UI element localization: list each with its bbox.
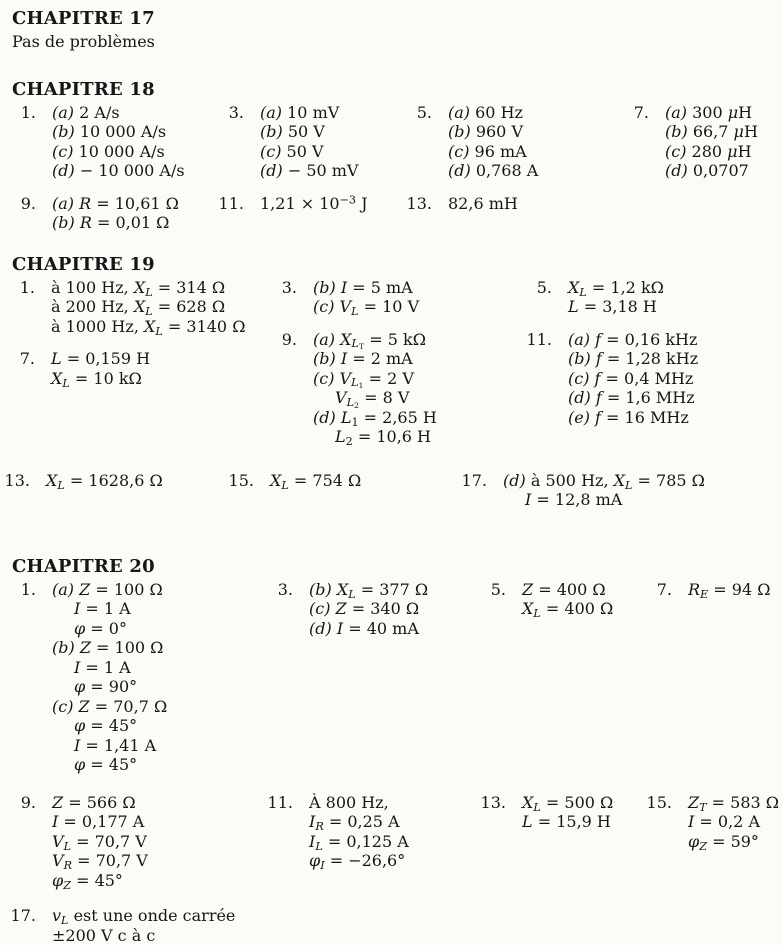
- answer-line: (b) 66,7 μH: [665, 122, 758, 142]
- item-number: 13.: [476, 793, 506, 813]
- answer-line: Z = 566 Ω: [52, 793, 263, 813]
- answer-item: [642, 580, 771, 600]
- answer-line: (b) 960 V: [448, 122, 619, 142]
- answer-line: (c) $V_L = 10$ V: [313, 297, 522, 317]
- answer-line: (a) R = 10,61 Ω: [52, 194, 214, 214]
- answer-line: $V_{L_2} = 8$ V: [313, 388, 522, 408]
- answer-line: L = 15,9 H: [522, 812, 642, 832]
- answer-column: [642, 793, 779, 852]
- answer-column: [0, 471, 224, 491]
- answer-item: [476, 793, 642, 832]
- answer-column: [6, 906, 263, 945]
- answer-line: $L_2 = 10,6$ H: [313, 427, 522, 447]
- item-lines: [260, 194, 402, 214]
- answer-line: (c) 280 μH: [665, 142, 758, 162]
- answer-item: [619, 103, 758, 181]
- answer-row: [0, 471, 782, 510]
- answer-item: [214, 103, 402, 181]
- answer-line: (b) 10 000 A/s: [52, 122, 214, 142]
- answer-line: $X_L = 10$ kΩ: [51, 369, 267, 389]
- item-number: 5.: [402, 103, 432, 123]
- answer-item: [0, 471, 224, 491]
- answer-line: (b) I = 5 mA: [313, 278, 522, 298]
- answer-line: à 100 Hz, $X_L = 314$ Ω: [51, 278, 267, 298]
- item-lines: [313, 278, 522, 317]
- answer-line: I = 1,41 A: [52, 736, 263, 756]
- answer-line: (d) à 500 Hz, $X_L = 785$ Ω: [503, 471, 705, 491]
- answer-line: $X_L = 1628,6$ Ω: [46, 471, 224, 491]
- answer-item: [6, 103, 214, 181]
- answer-item: [5, 278, 267, 337]
- item-number: 17.: [6, 906, 36, 926]
- item-lines: [665, 103, 758, 181]
- answer-line: I = 0,177 A: [52, 812, 263, 832]
- answer-row: [0, 278, 782, 447]
- answer-item: [6, 906, 263, 945]
- answer-line: $X_L = 500$ Ω: [522, 793, 642, 813]
- item-number: 5.: [522, 278, 552, 298]
- chapter-title: CHAPITRE 19: [12, 254, 782, 276]
- answer-line: $I_R = 0,25$ A: [309, 812, 476, 832]
- item-lines: [568, 330, 698, 428]
- answer-line: $I_L = 0,125$ A: [309, 832, 476, 852]
- answer-line: à 200 Hz, $X_L = 628$ Ω: [51, 297, 267, 317]
- item-number: 1.: [6, 103, 36, 123]
- item-number: 9.: [6, 793, 36, 813]
- item-lines: [52, 194, 214, 233]
- answer-item: [522, 278, 698, 317]
- answer-column: [642, 580, 771, 600]
- answer-item: [5, 349, 267, 388]
- answer-line: $v_L$ est une onde carrée: [52, 906, 263, 926]
- answer-column: [214, 103, 402, 181]
- answer-line: (c) 50 V: [260, 142, 402, 162]
- answer-line: (d) I = 40 mA: [309, 619, 476, 639]
- answer-line: 82,6 mH: [448, 194, 619, 214]
- item-lines: [309, 793, 476, 871]
- answer-line: $X_L = 400$ Ω: [522, 599, 642, 619]
- item-lines: [522, 580, 642, 619]
- answer-line: $Z_T = 583$ Ω: [688, 793, 779, 813]
- answer-column: [5, 278, 267, 389]
- answer-item: [6, 580, 263, 775]
- answer-column: [6, 194, 214, 233]
- item-number: 3.: [267, 278, 297, 298]
- answer-line: ±200 V c à c: [52, 926, 263, 945]
- item-lines: [313, 330, 522, 447]
- item-number: 13.: [0, 471, 30, 491]
- answer-line: $X_L = 1,2$ kΩ: [568, 278, 698, 298]
- item-lines: [52, 580, 263, 775]
- answer-line: (d) $L_1 = 2,65$ H: [313, 408, 522, 428]
- answer-line: I = 1 A: [52, 658, 263, 678]
- answer-item: [642, 793, 779, 852]
- item-lines: [52, 103, 214, 181]
- answer-column: [402, 194, 619, 214]
- answer-line: φ = 0°: [52, 619, 263, 639]
- answer-line: (d) − 10 000 A/s: [52, 161, 214, 181]
- answer-line: (a) Z = 100 Ω: [52, 580, 263, 600]
- chapters: [0, 8, 782, 945]
- chapter-note: Pas de problèmes: [12, 32, 782, 52]
- answer-column: [402, 103, 619, 181]
- answer-column: [224, 471, 457, 491]
- answer-line: (c) $V_{L_1} = 2$ V: [313, 369, 522, 389]
- chapter-ch19: [0, 254, 782, 510]
- answer-column: [6, 793, 263, 891]
- item-lines: [46, 471, 224, 491]
- answer-line: $V_R = 70,7$ V: [52, 851, 263, 871]
- answer-item: [6, 793, 263, 891]
- item-number: 1.: [5, 278, 35, 298]
- answer-line: $\varphi_I = -26,6^\circ$: [309, 851, 476, 871]
- answer-row: [0, 906, 782, 945]
- answer-row: [0, 194, 782, 233]
- answer-row: [0, 103, 782, 181]
- answer-item: [263, 793, 476, 871]
- answer-line: (a) 300 μH: [665, 103, 758, 123]
- answer-line: φ = 45°: [52, 755, 263, 775]
- answer-item: [457, 471, 705, 510]
- answer-line: (a) 2 A/s: [52, 103, 214, 123]
- item-number: 9.: [6, 194, 36, 214]
- answer-line: (e) f = 16 MHz: [568, 408, 698, 428]
- item-number: 13.: [402, 194, 432, 214]
- answer-line: (b) 50 V: [260, 122, 402, 142]
- answer-line: L = 0,159 H: [51, 349, 267, 369]
- answer-line: (a) f = 0,16 kHz: [568, 330, 698, 350]
- item-lines: [270, 471, 457, 491]
- chapter-title: CHAPITRE 18: [12, 79, 782, 101]
- answer-item: [476, 580, 642, 619]
- answer-line: à 1000 Hz, $X_L = 3140$ Ω: [51, 317, 267, 337]
- answer-line: (b) $X_L = 377$ Ω: [309, 580, 476, 600]
- item-number: 11.: [263, 793, 293, 813]
- answer-row: [0, 793, 782, 891]
- item-lines: [309, 580, 476, 639]
- answer-line: (d) 0,0707: [665, 161, 758, 181]
- answer-line: I = 0,2 A: [688, 812, 779, 832]
- answer-line: À 800 Hz,: [309, 793, 476, 813]
- answer-row: [0, 580, 782, 775]
- answer-item: [267, 330, 522, 447]
- item-lines: [51, 278, 267, 337]
- answer-line: (d) 0,768 A: [448, 161, 619, 181]
- answer-column: [522, 278, 698, 428]
- item-lines: [51, 349, 267, 388]
- answer-line: φ = 90°: [52, 677, 263, 697]
- answer-line: (a) 60 Hz: [448, 103, 619, 123]
- chapter-title: CHAPITRE 20: [12, 556, 782, 578]
- answer-line: (b) Z = 100 Ω: [52, 638, 263, 658]
- answer-column: [476, 580, 642, 619]
- chapter-title: CHAPITRE 17: [12, 8, 782, 30]
- item-number: 3.: [214, 103, 244, 123]
- answer-item: [224, 471, 457, 491]
- answer-line: (c) 10 000 A/s: [52, 142, 214, 162]
- answer-line: $\varphi_Z = 45^\circ$: [52, 871, 263, 891]
- answer-line: (b) f = 1,28 kHz: [568, 349, 698, 369]
- answer-line: (b) I = 2 mA: [313, 349, 522, 369]
- answer-column: [6, 580, 263, 775]
- chapter-ch18: [0, 79, 782, 233]
- answer-line: $1,21 \times 10^{-3}$ J: [260, 194, 402, 214]
- answer-line: $\varphi_Z = 59^\circ$: [688, 832, 779, 852]
- answer-column: [263, 793, 476, 871]
- item-lines: [52, 793, 263, 891]
- item-number: 7.: [5, 349, 35, 369]
- item-lines: [522, 793, 642, 832]
- answer-line: (c) Z = 340 Ω: [309, 599, 476, 619]
- answer-line: I = 12,8 mA: [503, 490, 705, 510]
- answer-line: (c) f = 0,4 MHz: [568, 369, 698, 389]
- answer-line: (b) R = 0,01 Ω: [52, 213, 214, 233]
- answer-column: [267, 278, 522, 447]
- answer-line: Z = 400 Ω: [522, 580, 642, 600]
- item-number: 11.: [522, 330, 552, 350]
- item-lines: [52, 906, 263, 945]
- item-lines: [448, 103, 619, 181]
- answer-item: [402, 194, 619, 214]
- answer-item: [6, 194, 214, 233]
- answer-line: $X_L = 754$ Ω: [270, 471, 457, 491]
- answer-item: [402, 103, 619, 181]
- item-number: 15.: [642, 793, 672, 813]
- item-number: 3.: [263, 580, 293, 600]
- item-lines: [568, 278, 698, 317]
- item-number: 9.: [267, 330, 297, 350]
- answer-column: [457, 471, 705, 510]
- item-lines: [260, 103, 402, 181]
- answer-column: [619, 103, 758, 181]
- chapter-ch20: [0, 556, 782, 945]
- answer-line: (a) 10 mV: [260, 103, 402, 123]
- answer-line: (d) f = 1,6 MHz: [568, 388, 698, 408]
- item-number: 5.: [476, 580, 506, 600]
- chapter-ch17: [0, 8, 782, 52]
- answer-item: [214, 194, 402, 214]
- answer-line: (d) − 50 mV: [260, 161, 402, 181]
- answer-column: [214, 194, 402, 214]
- item-number: 1.: [6, 580, 36, 600]
- item-number: 11.: [214, 194, 244, 214]
- item-lines: [448, 194, 619, 214]
- answer-line: I = 1 A: [52, 599, 263, 619]
- answer-line: (c) Z = 70,7 Ω: [52, 697, 263, 717]
- answer-column: [476, 793, 642, 832]
- item-number: 15.: [224, 471, 254, 491]
- item-lines: [503, 471, 705, 510]
- answer-line: (c) 96 mA: [448, 142, 619, 162]
- item-number: 7.: [619, 103, 649, 123]
- answer-line: $R_E = 94$ Ω: [688, 580, 771, 600]
- answer-line: (a) $X_{L_T} = 5$ kΩ: [313, 330, 522, 350]
- answer-column: [263, 580, 476, 639]
- answer-line: L = 3,18 H: [568, 297, 698, 317]
- item-lines: [688, 580, 771, 600]
- item-number: 17.: [457, 471, 487, 491]
- answer-item: [263, 580, 476, 639]
- answer-item: [522, 330, 698, 428]
- answer-line: φ = 45°: [52, 716, 263, 736]
- item-lines: [688, 793, 779, 852]
- answer-item: [267, 278, 522, 317]
- answer-line: $V_L = 70,7$ V: [52, 832, 263, 852]
- item-number: 7.: [642, 580, 672, 600]
- answer-column: [6, 103, 214, 181]
